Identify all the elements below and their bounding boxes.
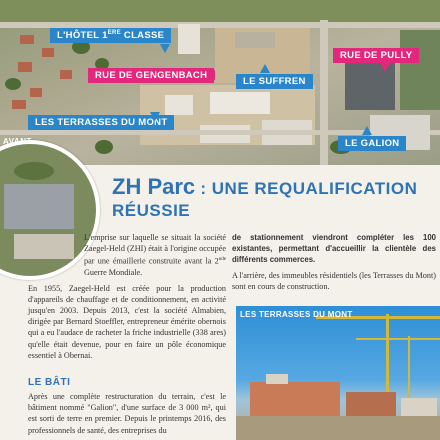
tag-rue-gengenbach: RUE DE GENGENBACH — [88, 68, 214, 83]
paragraph-stationnement: de stationnement viendront compléter les 100 existantes, permettant d'accueillir la clientèle des différents commerces. — [232, 233, 436, 265]
right-column — [232, 232, 436, 296]
pully-pin-icon — [380, 63, 390, 72]
hotel-pin-icon — [160, 44, 170, 53]
paragraph-history: En 1955, Zaegel-Held est créée pour la production d'appareils de chauffage et de conditionnement, en activité jusqu'en 2003. Depuis 2013, c'est la société Almabien, dirigée par Bernard Stoeffler, entrepreneur émérite obernois qui a eu l'audace de racheter la friche industrielle (338 ares) qu'elle était devenue, pour en faire un pôle économique essentiel à Obernai. — [28, 283, 226, 360]
terrasses-pin-icon — [150, 112, 160, 121]
suffren-pin-icon — [260, 64, 270, 73]
tag-terrasses-du-mont: LES TERRASSES DU MONT — [28, 115, 174, 130]
paragraph-intro: L'emprise sur laquelle se situait la société Zaegel-Held (ZHI) était à l'origine occupée par une émaillerie construite avant la 2nde Guerre Mondiale. — [84, 233, 226, 278]
tag-hotel: L'HÔTEL 1ERE CLASSE — [50, 28, 171, 43]
avant-label: AVANT — [3, 137, 32, 146]
tag-rue-de-pully: RUE DE PULLY — [333, 48, 419, 63]
left-column — [28, 232, 226, 365]
article-title — [112, 176, 438, 222]
construction-photo — [236, 306, 440, 440]
gengenbach-pin-icon — [206, 70, 215, 80]
tag-le-galion: LE GALION — [338, 136, 406, 151]
galion-pin-icon — [362, 126, 372, 135]
section-heading-le-bati: LE BÂTI — [28, 377, 71, 388]
aerial-photo — [0, 0, 440, 165]
paragraph-residentiels: A l'arrière, des immeubles résidentiels (les Terrasses du Mont) sont en cours de construction. — [232, 270, 436, 291]
title-rest: : UNE REQUALIFICATION RÉUSSIE — [112, 179, 418, 220]
paragraph-bati: Après une complète restructuration du terrain, c'est le bâtiment nommé "Galion", d'une surface de 3 000 m², qui est sorti de terre en premier. Depuis le printemps 2016, des professionnels de santé, des entreprises du — [28, 392, 226, 435]
title-zh-parc: ZH Parc — [112, 174, 196, 199]
photo-caption-terrasses: LES TERRASSES DU MONT — [240, 310, 353, 319]
tag-le-suffren: LE SUFFREN — [236, 74, 313, 89]
left-column-bati — [28, 391, 226, 440]
